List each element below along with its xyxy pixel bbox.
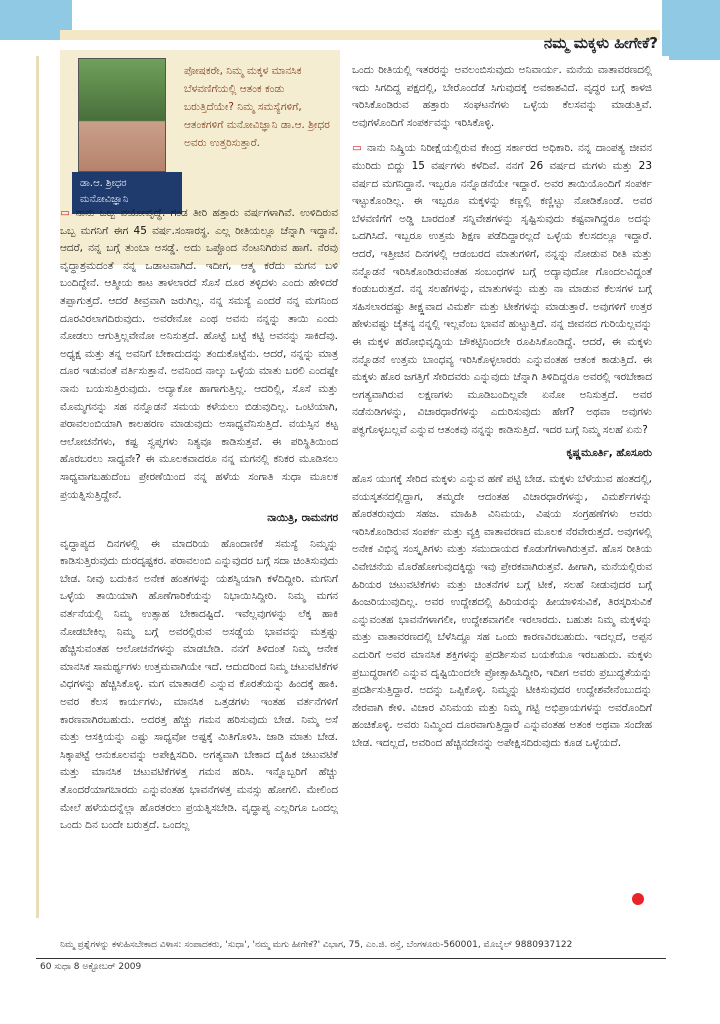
column-title: ನಮ್ಮ ಮಕ್ಕಳು ಹೀಗೇಕೆ? — [543, 34, 658, 52]
left-column — [60, 205, 338, 837]
answer-left: ವೃದ್ಧಾಪ್ಯದ ದಿನಗಳಲ್ಲಿ ಈ ಮಾದರಿಯ ಹೊಂದಾಣಿಕೆ ಸಮಸ್ಯೆ ನಿಮ್ಮನ್ನು ಕಾಡಿಸುತ್ತಿರುವುದು ದುರದೃಷ್ಟಕರ. ಪರಾವಲಂಬಿ ಎನ್ನುವುದರ ಬಗ್ಗೆ ಸದಾ ಚಿಂತಿಸುವುದು ಬೇಡ. ನೀವು ಬದುಕಿನ ಅನೇಕ ಹಂತಗಳನ್ನು ಯಶಸ್ವಿಯಾಗಿ ಕಳೆದಿದ್ದೀರಿ. ಮಗನಿಗೆ ಒಳ್ಳೆಯ ತಾಯಿಯಾಗಿ ಹೊಣೆಗಾರಿಕೆಯನ್ನು ನಿಭಾಯಿಸಿದ್ದೀರಿ. ನಿಮ್ಮ ಮಗನ ವರ್ತನೆಯಲ್ಲಿ ನಿಮ್ಮ ಉತ್ಸಾಹ ಬೇಕಾದಷ್ಟಿದೆ. ಇವೆಲ್ಲವುಗಳನ್ನು ಲೆಕ್ಕ ಹಾಕಿ ನೋಡಬೇಕಿಲ್ಲ ನಿಮ್ಮ ಬಗ್ಗೆ ಅವರಲ್ಲಿರುವ ಅಸಡ್ಡೆಯ ಭಾವವನ್ನು ಮತ್ತಷ್ಟು ಹೆಚ್ಚಿಸುವಂತಹ ಆಲೋಚನೆಗಳನ್ನು ಮಾಡಬೇಡಿ. ನನಗೆ ತಿಳಿದಂತೆ ನಿಮ್ಮ ಆನೇಕ ಮಾನಸಿಕ ಸಾಮರ್ಥ್ಯಗಳು ಉತ್ತಮವಾಗಿಯೇ ಇದೆ. ಆದುದರಿಂದ ನಿಮ್ಮ ಚಟುವಟಿಕೆಗಳ ವಿಧಗಳನ್ನು ಹೆಚ್ಚಿಸಿಕೊಳ್ಳಿ. ಮಗ ಮಾತಾಡಲಿ ಎನ್ನುವ ಕೊರತೆಯನ್ನು ಹಿಂದಕ್ಕೆ ಹಾಕಿ. ಅವರ ಕೆಲಸ ಕಾರ್ಯಗಳು, ಮಾನಸಿಕ ಒತ್ತಡಗಳು ಇಂತಹ ವರ್ತನೆಗಳಿಗೆ ಕಾರಣವಾಗಿರಬಹುದು. ಅದರತ್ತ ಹೆಚ್ಚು ಗಮನ ಹರಿಸುವುದು ಬೇಡ. ನಿಮ್ಮ ಅಸೆ ಮತ್ತು ಆಸಕ್ತಿಯನ್ನು ಎಷ್ಟು ಸಾಧ್ಯವೋ ಅಷ್ಟಕ್ಕೆ ಮಿತಿಗೊಳಿಸಿ. ಜಾಡಿ ಮಾತು ಬೇಡ. ಸಿಕ್ಕಾಪಟ್ಟೆ ಆನುಕೂಲವನ್ನು ಅಪೇಕ್ಷಿಸದಿರಿ. ಅಗತ್ಯವಾಗಿ ಬೇಕಾದ ದೈಹಿಕ ಚಟುವಟಿಕೆ ಮತ್ತು ಮಾನಸಿಕ ಚಟುವಟಿಕೆಗಳತ್ತ ಗಮನ ಹರಿಸಿ. ಇನ್ನೊಬ್ಬರಿಗೆ ಹೆಚ್ಚು ತೊಂದರೆಯಾಗಬಾರದು ಎನ್ನುವಂತಹ ಭಾವನೆಗಳತ್ತ ಮನಸ್ಸು ಹೋಗಲಿ. ಮೇಲಿಂದ ಮೇಲೆ ಹಳೆಯದನ್ನೆಲ್ಲಾ ಹೊರತರಲು ಪ್ರಯತ್ನಿಸಬೇಡಿ. ವೃದ್ಧಾಪ್ಯ ಎಲ್ಲರಿಗೂ ಒಂದಲ್ಲ ಒಂದು ದಿನ ಬಂದೇ ಬರುತ್ತದೆ. ಒಂದಲ್ಲ — [60, 537, 338, 832]
question-marker-icon: ▭ — [60, 207, 76, 219]
footer-page-info: 60 ಸುಧಾ 8 ಅಕ್ಟೋಬರ್ 2009 — [40, 962, 142, 972]
footer-divider — [36, 958, 666, 959]
author-photo — [78, 58, 166, 172]
letter-left-text: ನಾನು ಒಬ್ಬ ವಯೋವೃದ್ಧೆ. ಗಂಡ ತೀರಿ ಹತ್ತಾರು ವರ್ಷಗಳಾಗಿವೆ. ಉಳಿದಿರುವ ಒಬ್ಬ ಮಗನಿಗೆ ಈಗ 45 ವರ್ಷ.ಸಂಸಾರಸ್ಥ. ಎಲ್ಲ ರೀತಿಯಲ್ಲೂ ಚೆನ್ನಾಗಿ ಇದ್ದಾನೆ. ಆದರೆ, ನನ್ನ ಬಗ್ಗೆ ತುಂಬಾ ಅಸಡ್ಡೆ. ಅದು ಒಪ್ಪೊಂದ ನೆಂಟನಿಗಿರುವ ಹಾಗೆ. ನೆರವು ವೃದ್ಧಾಶ್ರಮದಂತೆ ನನ್ನ ಒಡಾಟವಾಗಿದೆ. ಇದೀಗ, ಆತ್ಮ ಕರೆದು ಮಗನ ಬಳಿ ಬಂದಿದ್ದೇನೆ. ಆತ್ಮೀಯ ಕಾಟ ತಾಳಲಾರದೆ ಸೊಸೆ ದೂರ ತಳ್ಳಿದಳು ಎಂದು ಹೇಳಿದರೆ ತಪ್ಪಾಗುತ್ತದೆ. ಆದರೆ ತೀವ್ರವಾಗಿ ಜರುಗಿಲ್ಲ. ನನ್ನ ಸಮಸ್ಯೆ ಎಂದರೆ ನನ್ನ ಮಗನಿಂದ ದೂರವಿರಲಾಗದಿರುವುದು. ಅವರೇನೋ ಎಂಥ ಅವನು ನನ್ನನ್ನು ತಾಯಿ ಎಂದು ನೋಡಲು ಆಗುತ್ತಿಲ್ಲವೇನೋ ಅನಿಸುತ್ತದೆ. ಹೊಟ್ಟೆ ಬಟ್ಟೆ ಕಟ್ಟಿ ಅವನನ್ನು ಸಾಕಿದೆವು. ಅಧ್ಯಕ್ಷ ಮತ್ತು ತನ್ನ ಅವನಿಗೆ ಬೇಕಾದುದನ್ನು ತಂದುಕೊಟ್ಟೆನು. ಆದರೆ, ನನ್ನನ್ನು ಮಾತ್ರ ದೂರ ಇಡುವಂತೆ ವರ್ತಿಸುತ್ತಾನೆ. ಅವನಿಂದ ನಾಲ್ಕು ಒಳ್ಳೆಯ ಮಾತು ಬರಲಿ ಎಂದಷ್ಟೇ ನಾನು ಬಯಸುತ್ತಿರುವುದು. ಅದ್ಯಾಕೋ ಹಾಗಾಗುತ್ತಿಲ್ಲ. ಆದರಿಲ್ಲಿ, ಸೊಸೆ ಮತ್ತು ಮೊಮ್ಮಗನನ್ನು ಸಹ ನನ್ನೊಡನೆ ಸಮಯ ಕಳೆಯಲು ಬಿಡುವುದಿಲ್ಲ. ಒಂಟಿಯಾಗಿ, ಪರಾವಲಂಬಿಯಾಗಿ ಕಾಲಹರಣ ಮಾಡುವುದು ಅಸಾಧ್ಯವೆನಿಸುತ್ತಿದೆ. ವಯಸ್ಸಿನ ಕಟ್ಟ ಆಲೋಚನೆಗಳು, ಕಷ್ಟ ಸ್ವಪ್ನಗಳು ನಿತ್ಯವೂ ಕಾಡಿಸುತ್ತವೆ. ಈ ಪರಿಸ್ಥಿತಿಯಿಂದ ಹೊರಬರಲು ಸಾಧ್ಯವೇ? ಈ ಮೂಲಕವಾದರೂ ನನ್ನ ಮಗನಲ್ಲಿ ಕನಿಕರ ಮೂಡಿಸಲು ಸಾಧ್ಯವಾಗಬಹುದೆಂಬ ಪ್ರೇರಣೆಯಿಂದ ನನ್ನ ಹಳೆಯ ಸಂಗಾತಿ ಸುಧಾ ಮೂಲಕ ಪ್ರಯತ್ನಿಸುತ್ತಿದ್ದೇನೆ. — [60, 207, 339, 501]
intro-question: ಪೋಷಕರೇ, ನಿಮ್ಮ ಮಕ್ಕಳ ಮಾನಸಿಕ ಬೆಳವಣಿಗೆಯಲ್ಲಿ ಆತಂಕ ಕಂಡು ಬರುತ್ತಿದೆಯೇ? ನಿಮ್ಮ ಸಮಸ್ಯೆಗಳಿಗೆ, ಆತಂಕಗಳಿಗೆ ಮನೋವಿಜ್ಞಾನಿ ಡಾ.ಆ. ಶ್ರೀಧರ ಅವರು ಉತ್ತರಿಸುತ್ತಾರೆ. — [184, 65, 330, 149]
question-marker-icon: ▭ — [352, 142, 367, 155]
answer-right: ಹೊಸ ಯುಗಕ್ಕೆ ಸೇರಿದ ಮಕ್ಕಳು ಎನ್ನುವ ಹಣೆ ಪಟ್ಟಿ ಬೇಡ. ಮಕ್ಕಳು ಬೆಳೆಯುವ ಹಂತದಲ್ಲಿ, ವಯಸ್ಕತನದಲ್ಲಿದ್ದಾಗ, ತಮ್ಮದೇ ಆದಂತಹ ವಿಚಾರಧಾರೆಗಳನ್ನು, ವಿಮರ್ಶೆಗಳನ್ನು ಹೊರತರುವುದು ಸಹಜ. ಮಾಹಿತಿ ವಿನಿಮಯ, ವಿಷಯ ಸಂಗ್ರಹಣೆಗಳು ಅವರು ಇರಿಸಿಕೊಂಡಿರುವ ಸಂಪರ್ಕ ಮತ್ತು ವ್ಯಕ್ತಿ ವಾತಾವರಣದ ಮೂಲಕ ನೆರವೇರುತ್ತದೆ. ಅವುಗಳಲ್ಲಿ ಅನೇಕ ವಿಭಿನ್ನ ಸಂಸ್ಕೃತಿಗಳು ಮತ್ತು ಸಮುದಾಯದ ಕೊಡುಗೆಗಳಾಗಿರುತ್ತವೆ. ಹೊಸ ರೀತಿಯ ವಿವೇಚನೆಯ ಮೊರೆಹೋಗುವುದಕ್ಕಿದ್ದು ಇವು ಪ್ರೇರಕವಾಗಿರುತ್ತವೆ. ಹೀಗಾಗಿ, ಮನೆಯಲ್ಲಿರುವ ಹಿರಿಯರ ಚಟುವಟಿಕೆಗಳು ಮತ್ತು ಚಿಂತನೆಗಳ ಬಗ್ಗೆ ಟೀಕೆ, ಸಲಹೆ ನೀಡುವುದರ ಬಗ್ಗೆ ಹಿಂಜರಿಯುವುದಿಲ್ಲ. ಅವರ ಉದ್ದೇಶದಲ್ಲಿ ಹಿರಿಯರನ್ನು ಹೀಯಾಳಿಸುವಿಕೆ, ತಿರಸ್ಕರಿಸುವಿಕೆ ಎನ್ನುವಂತಹ ಭಾವನೆಗಳಾಗಲೀ, ಉದ್ದೇಶವಾಗಲೀ ಇರಲಾರದು. ಬಹುಶಃ ನಿಮ್ಮ ಮಕ್ಕಳನ್ನು ಮತ್ತು ವಾತಾವರಣದಲ್ಲಿ ಬೆಳೆಸಿದ್ದೂ ಸಹ ಒಂದು ಕಾರಣವಿರಬಹುದು. ಇದಲ್ಲದೆ, ಅಪ್ಪನ ಎದುರಿಗೆ ಅವರ ಮಾನಸಿಕ ಶಕ್ತಿಗಳನ್ನು ಪ್ರದರ್ಶಿಸುವ ಬಯಕೆಯೂ ಇರಬಹುದು. ಮಕ್ಕಳು ಪ್ರಬುದ್ಧರಾಗಲಿ ಎನ್ನುವ ದೃಷ್ಟಿಯಿಂದಲೇ ಪ್ರೋತ್ಸಾಹಿಸಿದ್ದೀರಿ, ಇದೀಗ ಅವರು ಪ್ರಬುದ್ಧತೆಯನ್ನು ಪ್ರದರ್ಶಿಸುತ್ತಿದ್ದಾರೆ. ಅದನ್ನು ಒಪ್ಪಿಕೊಳ್ಳಿ. ನಿಮ್ಮನ್ನು ಟೀಕಿಸುವುದರ ಉದ್ದೇಶವೇನೆಂಬುದನ್ನು ನೇರವಾಗಿ ಕೇಳಿ. ವಿಚಾರ ವಿನಿಮಯ ಮತ್ತು ನಿಮ್ಮ ಗಟ್ಟಿ ಅಭಿಪ್ರಾಯಗಳನ್ನು ಅವರೊಂದಿಗೆ ಹಂಚಿಕೊಳ್ಳಿ. ಅವರು ನಿಮ್ಮಿಂದ ದೂರವಾಗುತ್ತಿದ್ದಾರೆ ಎನ್ನುವಂತಹ ಅತಂಕ ಅಥವಾ ಸಂದೇಹ ಬೇಡ. ಇದಲ್ಲದೆ, ಅವರಿಂದ ಹೆಚ್ಚಿನದೇನನ್ನು ಅಪೇಕ್ಷಿಸದಿರುವುದು ಕೂಡ ಒಳ್ಳೆಯದೆ. — [352, 473, 652, 749]
right-column — [352, 62, 652, 755]
letter-right-text: ನಾನು ನಿಷ್ಕ್ರಿಯ ನಿರೀಕ್ಷೆಯಲ್ಲಿರುವ ಕೇಂದ್ರ ಸರ್ಕಾರದ ಅಧಿಕಾರಿ. ನನ್ನ ದಾಂಪತ್ಯ ಜೀವನ ಮುರಿದು ಬಿದ್ದು 15 ವರ್ಷಗಳು ಕಳೆದಿವೆ. ನನಗೆ 26 ವರ್ಷದ ಮಗಳು ಮತ್ತು 23 ವರ್ಷದ ಮಗನಿದ್ದಾನೆ. ಇಬ್ಬರೂ ನನ್ನೊಡನೆಯೇ ಇದ್ದಾರೆ. ಅವರ ತಾಯಿಯೊಂದಿಗೆ ಸಂಪರ್ಕ ಇಟ್ಟುಕೊಂಡಿಲ್ಲ. ಈ ಇಬ್ಬರೂ ಮಕ್ಕಳನ್ನು ಕಣ್ಣಲ್ಲಿ ಕಣ್ಣಿಟ್ಟು ನೋಡಿಕೊಂಡೆ. ಅವರ ಬೆಳವಣಿಗೆಗೆ ಅಡ್ಡಿ ಬಾರದಂತೆ ಸನ್ನಿವೇಶಗಳನ್ನು ಸೃಷ್ಟಿಸುವುದು ಕಷ್ಟವಾಗಿದ್ದರೂ ಅದನ್ನು ಒದಗಿಸಿದೆ. ಇಬ್ಬರೂ ಉತ್ತಮ ಶಿಕ್ಷಣ ಪಡೆದಿದ್ದಾರಲ್ಲದೆ ಒಳ್ಳೆಯ ಕೆಲಸದಲ್ಲೂ ಇದ್ದಾರೆ. ಆದರೆ, ಇತ್ತೀಚಿನ ದಿನಗಳಲ್ಲಿ ಆಡಂಬರದ ಮಾತುಗಳಿಗೆ, ನನ್ನನ್ನು ನೋಡುವ ರೀತಿ ಮತ್ತು ನನ್ನೊಡನೆ ಇರಿಸಿಕೊಂಡಿರುವಂತಹ ಸಂಬಂಧಗಳ ಬಗ್ಗೆ ಅದ್ಯಾವುದೋ ಗೊಂದಲವಿದ್ದಂತೆ ಕಂಡುಬರುತ್ತದೆ. ನನ್ನ ಸಲಹೆಗಳನ್ನು, ಮಾತುಗಳನ್ನು ಮತ್ತು ನಾ ಮಾಡುವ ಕೆಲಸಗಳ ಬಗ್ಗೆ ಸಹಿಸಲಾರದಷ್ಟು ತೀಕ್ಷ್ಣವಾದ ವಿಮರ್ಶೆ ಮತ್ತು ಟೀಕೆಗಳನ್ನು ಮಾಡುತ್ತಾರೆ. ಅವುಗಳಿಗೆ ಉತ್ತರ ಹೇಳುವಷ್ಟು ಚೈತನ್ಯ ನನ್ನಲ್ಲಿ ಇಲ್ಲವೆಂಬ ಭಾವನೆ ಹುಟ್ಟುತ್ತಿದೆ. ನನ್ನ ಜೀವನದ ಗುರಿಯೆಲ್ಲವನ್ನು ಈ ಮಕ್ಕಳ ಹರೋಭಿವೃದ್ಧಿಯ ಚೌಕಟ್ಟಿನಿಂದಲೇ ರೂಪಿಸಿಕೊಂಡಿದ್ದೆ. ಆದರೆ, ಈ ಮಕ್ಕಳು ನನ್ನೊಡನೆ ಉತ್ತಮ ಬಾಂಧವ್ಯ ಇರಿಸಿಕೊಳ್ಳಲಾರರು ಎನ್ನುವಂತಹ ಆತಂಕ ಕಾಡುತ್ತಿದೆ. ಈ ಮಕ್ಕಳು ಹೊರ ಜಗತ್ತಿಗೆ ಸೇರಿದವರು ಎನ್ನುವುದು ಚೆನ್ನಾಗಿ ತಿಳಿದಿದ್ದರೂ ಅವರಲ್ಲಿ ಇರಬೇಕಾದ ಅಗತ್ಯವಾಗಿರುವ ಲಕ್ಷಣಗಳು ಮೂಡಿಬಂದಿಲ್ಲವೇ ಏನೋ ಅನಿಸುತ್ತದೆ. ಅವರ ನಡೆನುಡಿಗಳನ್ನು, ವಿಚಾರಧಾರೆಗಳನ್ನು ಎದುರಿಸುವುದು ಹೇಗೆ? ಅಥವಾ ಅವುಗಳು ಪಕ್ವಗೊಳ್ಳಬಲ್ಲವೆ ಎನ್ನುವ ಆತಂಕವು ನನ್ನನ್ನು ಕಾಡಿಸುತ್ತಿದೆ. ಇದರ ಬಗ್ಗೆ ನಿಮ್ಮ ಸಲಹೆ ಏನು? — [352, 142, 652, 436]
letter-left — [60, 205, 338, 504]
answer-right-continued: ಒಂದು ರೀತಿಯಲ್ಲಿ ಇತರರನ್ನು ಅವಲಂಬಿಸುವುದು ಅನಿವಾರ್ಯ. ಮನೆಯ ವಾತಾವರಣದಲ್ಲಿ ಇದು ಸಿಗದಿದ್ದ ಪಕ್ಷದಲ್ಲಿ, ಬೇರೊಂದೆಡೆ ಸಿಗುವುದಕ್ಕೆ ಅವಕಾಶವಿದೆ. ವೃದ್ಧರ ಬಗ್ಗೆ ಕಾಳಜಿ ಇರಿಸಿಕೊಂಡಿರುವ ಹತ್ತಾರು ಸಂಘಟನೆಗಳು ಒಳ್ಳೆಯ ಕೆಲಸವನ್ನು ಮಾಡುತ್ತಿವೆ. ಅವುಗಳೊಂದಿಗೆ ಸಂಪರ್ಕವನ್ನು ಇರಿಸಿಕೊಳ್ಳಿ. — [352, 64, 652, 129]
letter-right — [352, 140, 652, 439]
footer-address-note: ನಿಮ್ಮ ಪ್ರಶ್ನೆಗಳನ್ನು ಕಳುಹಿಸಬೇಕಾದ ವಿಳಾಸ: ಸಂಪಾದಕರು, 'ಸುಧಾ', 'ನಮ್ಮ ಮಗು ಹೀಗೇಕೆ?' ವಿಭಾಗ, 75, ಎಂ.ಜಿ. ರಸ್ತೆ, ಬೆಂಗಳೂರು-560001, ಮೊಬೈಲ್ 9880937122 — [60, 940, 573, 950]
caption-title: ಮನೋವಿಜ್ಞಾನಿ — [80, 194, 129, 205]
caption-name: ಡಾ.ಆ. ಶ್ರೀಧರ — [80, 178, 127, 189]
letter-left-signature: ನಾಯಿತ್ರಿ, ರಾಮನಗರ — [267, 512, 338, 525]
end-marker-icon — [632, 893, 644, 905]
header-tab-block — [662, 0, 720, 60]
letter-right-signature: ಕೃಷ್ಣಮೂರ್ತಿ, ಹೊಸೂರು — [566, 447, 652, 460]
